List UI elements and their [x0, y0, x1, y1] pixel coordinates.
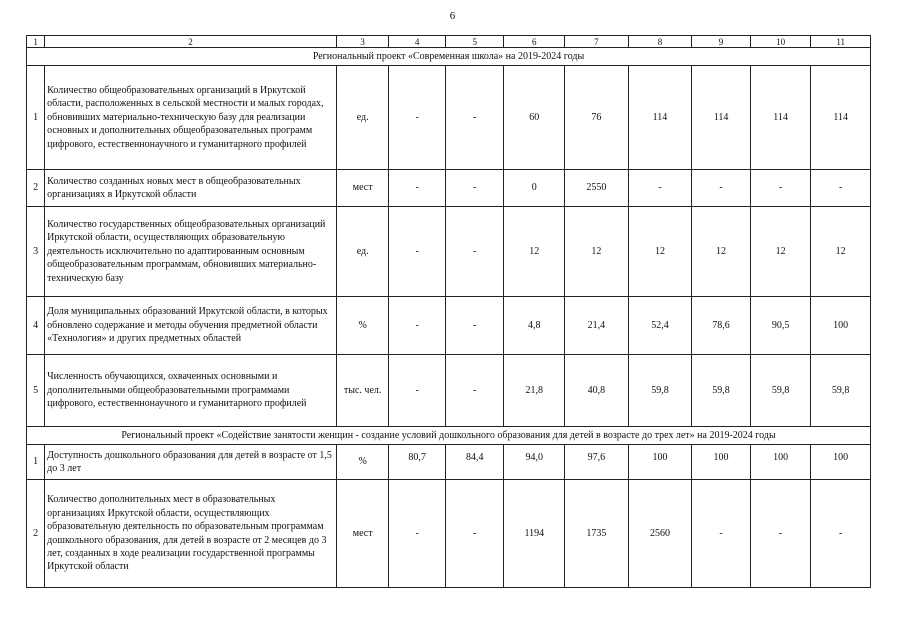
value-cell: 114: [692, 66, 751, 170]
value-cell: 114: [811, 66, 871, 170]
value-cell: 100: [811, 297, 871, 355]
value-cell: 12: [565, 207, 629, 297]
value-cell: 21,8: [504, 355, 565, 427]
unit-cell: ед.: [336, 66, 388, 170]
value-cell: -: [750, 480, 811, 588]
section-header-row: [27, 48, 871, 66]
value-cell: 12: [692, 207, 751, 297]
value-cell: -: [445, 480, 504, 588]
value-cell: -: [389, 480, 446, 588]
indicator-name: Доступность дошкольного образования для детей в возрасте от 1,5 до 3 лет: [45, 445, 337, 480]
value-cell: -: [389, 66, 446, 170]
table-row: [27, 480, 871, 588]
value-cell: 114: [628, 66, 692, 170]
value-cell: 52,4: [628, 297, 692, 355]
value-cell: -: [389, 207, 446, 297]
row-number: 2: [27, 480, 45, 588]
column-number: 10: [750, 36, 811, 48]
indicators-table: [26, 35, 871, 588]
table-row: [27, 170, 871, 207]
table-row: [27, 66, 871, 170]
value-cell: 100: [750, 445, 811, 480]
value-cell: 84,4: [445, 445, 504, 480]
indicator-name: Доля муниципальных образований Иркутской области, в которых обновлено содержание и методы обучения предметной области «Технология» и других предметных областей: [45, 297, 337, 355]
column-number: 11: [811, 36, 871, 48]
value-cell: -: [750, 170, 811, 207]
value-cell: 59,8: [750, 355, 811, 427]
column-number: 7: [565, 36, 629, 48]
value-cell: -: [445, 297, 504, 355]
value-cell: 59,8: [811, 355, 871, 427]
value-cell: 40,8: [565, 355, 629, 427]
row-number: 3: [27, 207, 45, 297]
value-cell: -: [811, 170, 871, 207]
value-cell: 59,8: [628, 355, 692, 427]
value-cell: 12: [811, 207, 871, 297]
value-cell: 1194: [504, 480, 565, 588]
indicator-name: Количество созданных новых мест в общеобразовательных организациях в Иркутской области: [45, 170, 337, 207]
value-cell: 78,6: [692, 297, 751, 355]
value-cell: -: [389, 297, 446, 355]
value-cell: 97,6: [565, 445, 629, 480]
value-cell: 2560: [628, 480, 692, 588]
unit-cell: %: [336, 297, 388, 355]
row-number: 1: [27, 445, 45, 480]
table-row: [27, 445, 871, 480]
column-number: 5: [445, 36, 504, 48]
table-row: [27, 207, 871, 297]
column-number: 1: [27, 36, 45, 48]
value-cell: 100: [692, 445, 751, 480]
value-cell: -: [445, 66, 504, 170]
value-cell: 12: [750, 207, 811, 297]
value-cell: -: [628, 170, 692, 207]
column-number: 2: [45, 36, 337, 48]
value-cell: 100: [811, 445, 871, 480]
indicator-name: Численность обучающихся, охваченных основными и дополнительными общеобразовательными программами цифрового, естественнонаучного и гуманитарного профилей: [45, 355, 337, 427]
value-cell: 4,8: [504, 297, 565, 355]
value-cell: 90,5: [750, 297, 811, 355]
table-row: [27, 355, 871, 427]
row-number: 2: [27, 170, 45, 207]
value-cell: 21,4: [565, 297, 629, 355]
value-cell: 114: [750, 66, 811, 170]
unit-cell: мест: [336, 170, 388, 207]
row-number: 5: [27, 355, 45, 427]
indicator-name: Количество государственных общеобразовательных организаций Иркутской области, осуществляющих образовательную деятельность исключительно по адаптированным основным общеобразовательным программам, обновивших материально-техническую базу: [45, 207, 337, 297]
value-cell: 12: [628, 207, 692, 297]
column-number: 4: [389, 36, 446, 48]
table-row: [27, 297, 871, 355]
value-cell: -: [389, 355, 446, 427]
value-cell: 12: [504, 207, 565, 297]
value-cell: 2550: [565, 170, 629, 207]
column-number: 9: [692, 36, 751, 48]
value-cell: -: [692, 170, 751, 207]
unit-cell: ед.: [336, 207, 388, 297]
value-cell: -: [692, 480, 751, 588]
unit-cell: тыс. чел.: [336, 355, 388, 427]
page-number: 6: [449, 10, 456, 22]
indicator-name: Количество дополнительных мест в образовательных организациях Иркутской области, осуществляющих образовательную деятельность по образовательным программам дошкольного образования, для детей в возрасте от 2 месяцев до 3 лет, созданных в ходе реализации государственной программы Иркутской области: [45, 480, 337, 588]
section-header-row: [27, 427, 871, 445]
value-cell: 59,8: [692, 355, 751, 427]
value-cell: 94,0: [504, 445, 565, 480]
value-cell: 1735: [565, 480, 629, 588]
value-cell: 0: [504, 170, 565, 207]
value-cell: 80,7: [389, 445, 446, 480]
column-number-row: [27, 36, 871, 48]
row-number: 4: [27, 297, 45, 355]
value-cell: 76: [565, 66, 629, 170]
value-cell: -: [389, 170, 446, 207]
value-cell: -: [811, 480, 871, 588]
unit-cell: мест: [336, 480, 388, 588]
value-cell: -: [445, 207, 504, 297]
value-cell: -: [445, 355, 504, 427]
value-cell: 60: [504, 66, 565, 170]
section-title: Региональный проект «Современная школа» на 2019-2024 годы: [27, 48, 871, 66]
unit-cell: %: [336, 445, 388, 480]
indicator-name: Количество общеобразовательных организаций в Иркутской области, расположенных в сельской местности и малых городах, обновивших материально-техническую базу для реализации основных и дополнительных общеобразовательных программ цифрового, естественнонаучного и гуманитарного профилей: [45, 66, 337, 170]
section-title: Региональный проект «Содействие занятости женщин - создание условий дошкольного образования для детей в возрасте до трех лет» на 2019-2024 годы: [27, 427, 871, 445]
row-number: 1: [27, 66, 45, 170]
column-number: 3: [336, 36, 388, 48]
value-cell: -: [445, 170, 504, 207]
column-number: 6: [504, 36, 565, 48]
column-number: 8: [628, 36, 692, 48]
value-cell: 100: [628, 445, 692, 480]
